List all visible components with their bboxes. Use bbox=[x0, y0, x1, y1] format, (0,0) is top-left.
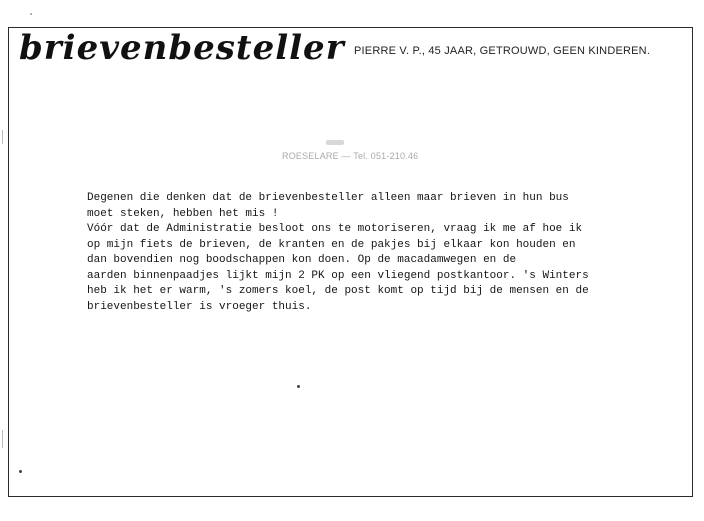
scan-speck bbox=[297, 385, 300, 388]
scan-speck bbox=[19, 470, 22, 473]
body-line: heb ik het er warm, 's zomers koel, de post komt op tijd bij de mensen en de bbox=[87, 285, 589, 297]
body-line: Vóór dat de Administratie besloot ons te motoriseren, vraag ik me af hoe ik bbox=[87, 223, 583, 235]
scan-speck bbox=[30, 13, 32, 15]
scan-edge-mark bbox=[2, 430, 3, 448]
body-line: brievenbesteller is vroeger thuis. bbox=[87, 300, 312, 313]
body-line: aarden binnenpaadjes lijkt mijn 2 PK op een vliegend postkantoor. 's Winters bbox=[87, 269, 589, 282]
page-title: brievenbesteller bbox=[19, 28, 345, 68]
body-line: op mijn fiets de brieven, de kranten en de pakjes bij elkaar kon houden en bbox=[87, 238, 576, 251]
stamp-smudge bbox=[326, 140, 344, 145]
body-line: Degenen die denken dat de brievenbesteller alleen maar brieven in hun bus bbox=[87, 192, 569, 204]
scan-edge-mark bbox=[2, 130, 3, 144]
faint-stamp: ROESELARE — Tel. 051-210.46 bbox=[282, 151, 419, 161]
heading bbox=[19, 28, 689, 68]
body-line: moet steken, hebben het mis ! bbox=[87, 207, 279, 220]
page-subtitle: PIERRE V. P., 45 JAAR, GETROUWD, GEEN KINDEREN. bbox=[354, 45, 651, 57]
body-line: dan bovendien nog boodschappen kon doen. Op de macadamwegen en de bbox=[87, 254, 517, 266]
body-text bbox=[87, 191, 607, 315]
